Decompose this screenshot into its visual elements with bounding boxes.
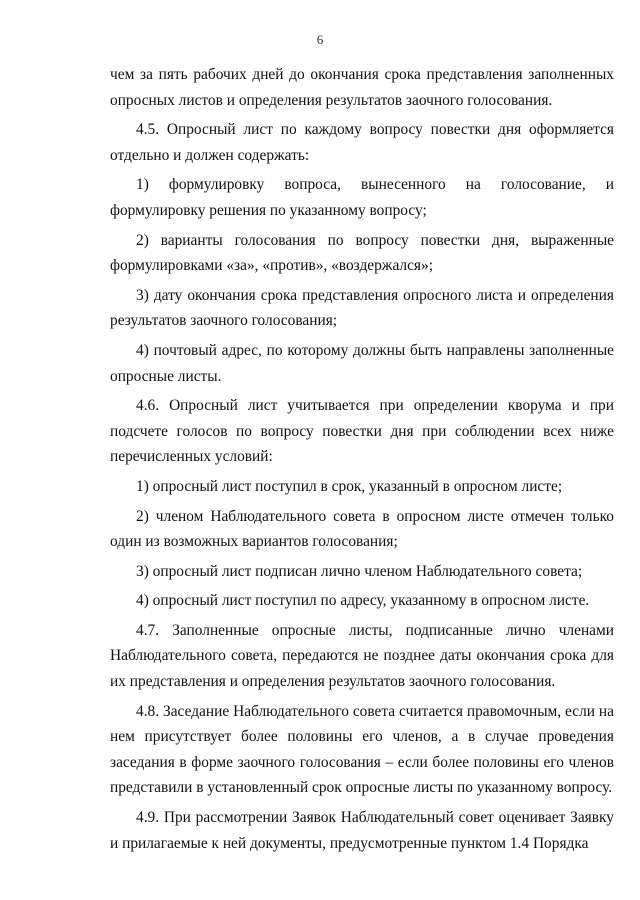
paragraph-4-6: 4.6. Опросный лист учитывается при определении кворума и при подсчете голосов по вопросу повестки дня при соблюдении всех ниже перечисленных условий: bbox=[110, 397, 614, 466]
paragraph-4-5: 4.5. Опросный лист по каждому вопросу повестки дня оформляется отдельно и должен содержать: bbox=[110, 121, 614, 164]
paragraph-4-8: 4.8. Заседание Наблюдательного совета считается правомочным, если на нем присутствует более половины его членов, а в случае проведения заседания в форме заочного голосования – если более половины его членов представили в установленный срок опросные листы по указанному вопросу. bbox=[110, 702, 614, 797]
list-item-4-5-2: 2) варианты голосования по вопросу повестки дня, выраженные формулировками «за», «против», «воздержался»; bbox=[110, 231, 614, 275]
document-body bbox=[110, 62, 614, 860]
paragraph-4-7: 4.7. Заполненные опросные листы, подписанные лично членами Наблюдательного совета, передаются не позднее даты окончания срока для их представления и определения результатов заочного голосования. bbox=[110, 621, 614, 691]
page-number: 6 bbox=[316, 32, 324, 47]
list-item-4-6-4: 4) опросный лист поступил по адресу, указанному в опросном листе. bbox=[136, 592, 590, 610]
list-item-4-5-4: 4) почтовый адрес, по которому должны быть направлены заполненные опросные листы. bbox=[110, 341, 614, 385]
list-item-4-6-2: 2) членом Наблюдательного совета в опросном листе отмечен только один из возможных вариантов голосования; bbox=[110, 507, 614, 551]
paragraph-4-9: 4.9. При рассмотрении Заявок Наблюдательный совет оценивает Заявку и прилагаемые к ней документы, предусмотренные пунктом 1.4 Порядка bbox=[110, 809, 614, 852]
list-item-4-6-3: 3) опросный лист подписан лично членом Наблюдательного совета; bbox=[136, 562, 583, 580]
list-item-4-5-3: 3) дату окончания срока представления опросного листа и определения результатов заочного голосования; bbox=[110, 286, 614, 330]
list-item-4-5-1: 1) формулировку вопроса, вынесенного на голосование, и формулировку решения по указанному вопросу; bbox=[110, 176, 614, 219]
list-item-4-6-1: 1) опросный лист поступил в срок, указанный в опросном листе; bbox=[136, 477, 563, 495]
paragraph-continuation: чем за пять рабочих дней до окончания срока представления заполненных опросных листов и определения результатов заочного голосования. bbox=[110, 66, 614, 109]
